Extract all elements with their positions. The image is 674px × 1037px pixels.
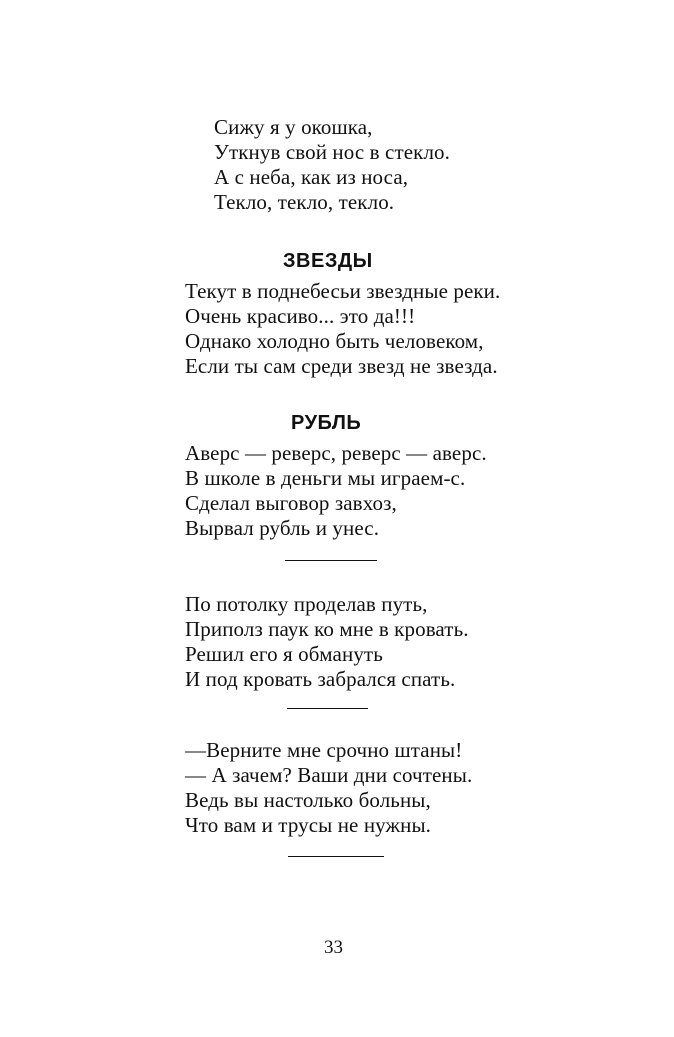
poem-2-line-2: Очень красиво... это да!!! [185,304,416,328]
poem-4-line-1: По потолку проделав путь, [185,592,428,616]
separator-rule [288,856,384,857]
poem-1-line-1: Сижу я у окошка, [214,115,373,139]
separator-rule [285,560,377,561]
poem-4-stanza [185,592,469,692]
poem-5-line-4: Что вам и трусы не нужны. [185,813,431,837]
poem-5-stanza [185,738,472,838]
poem-2-title: ЗВЕЗДЫ [283,250,373,272]
poem-4-line-4: И под кровать забрался спать. [185,667,456,691]
poem-4-line-3: Решил его я обмануть [185,642,383,666]
poem-3-line-3: Сделал выговор завхоз, [185,491,397,515]
poem-3-title: РУБЛЬ [291,412,362,434]
page-number: 33 [324,937,343,958]
poem-2-line-3: Однако холодно быть человеком, [185,329,484,353]
poem-1-line-2: Уткнув свой нос в стекло. [214,140,450,164]
poem-3-line-2: В школе в деньги мы играем-с. [185,466,466,490]
poem-2-line-1: Текут в поднебесьи звездные реки. [185,279,501,303]
poem-2-line-4: Если ты сам среди звезд не звезда. [185,354,498,378]
poem-5-line-3: Ведь вы настолько больны, [185,788,431,812]
poem-3-stanza [185,441,487,541]
poem-1-stanza [214,115,450,215]
poem-1-line-4: Текло, текло, текло. [214,190,395,214]
separator-rule [287,708,368,709]
poem-2-stanza [185,279,500,379]
poem-5-line-1: —Верните мне срочно штаны! [185,738,463,762]
poem-5-line-2: — А зачем? Ваши дни сочтены. [185,763,473,787]
poem-3-line-1: Аверс — реверс, реверс — аверс. [185,441,487,465]
poem-3-line-4: Вырвал рубль и унес. [185,516,380,540]
poem-1-line-3: А с неба, как из носа, [214,165,409,189]
poem-4-line-2: Приполз паук ко мне в кровать. [185,617,469,641]
